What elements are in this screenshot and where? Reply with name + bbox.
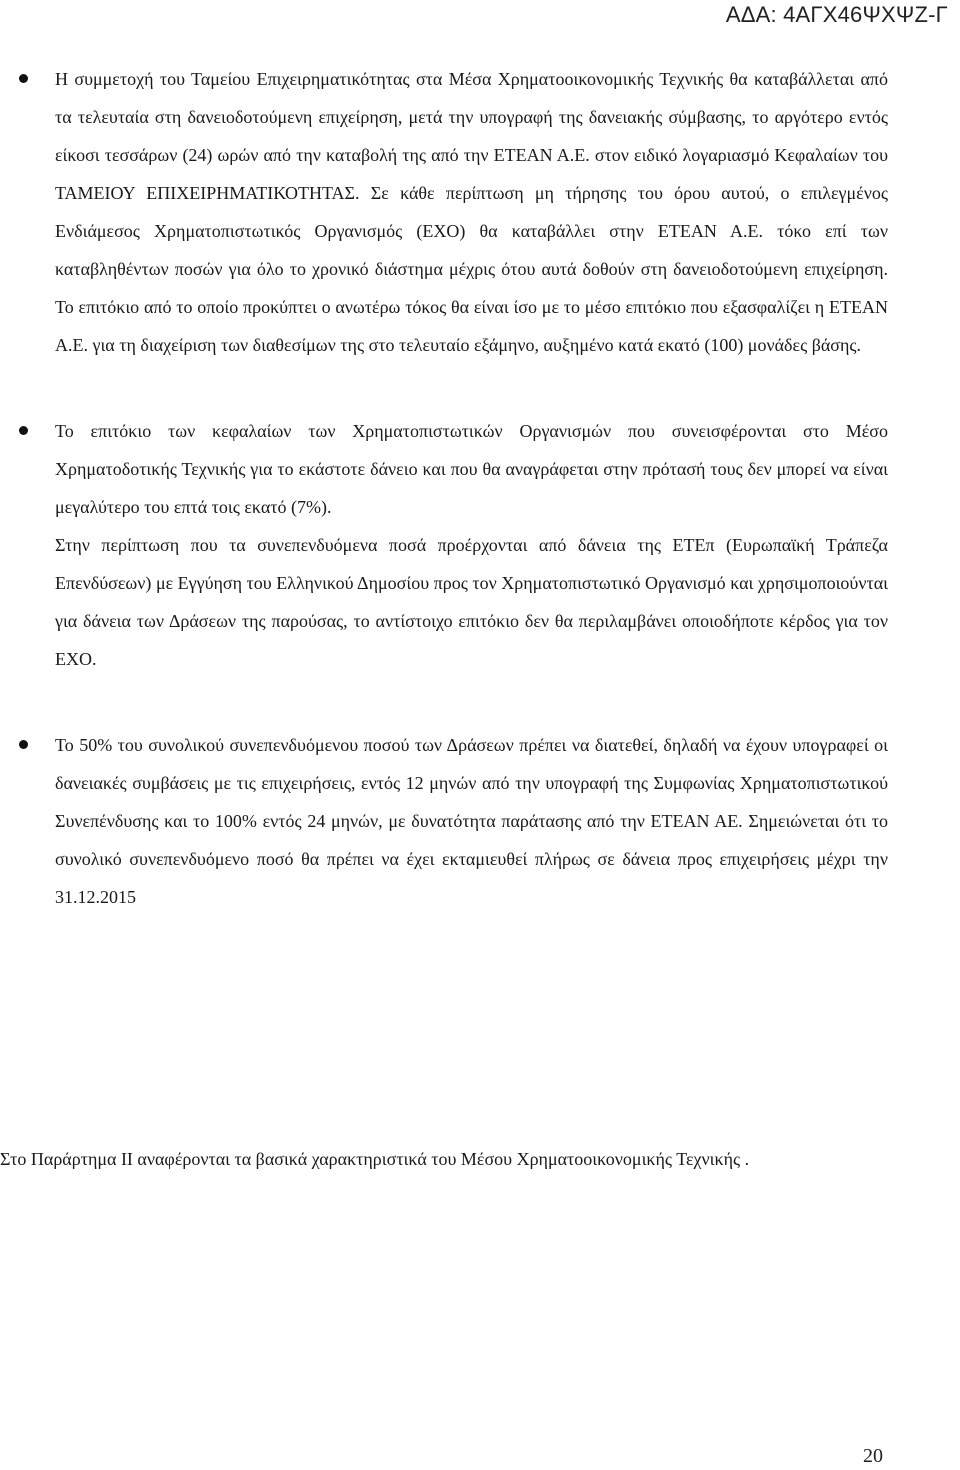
- bullet-item-allocation: [0, 726, 960, 916]
- paragraph: Το επιτόκιο των κεφαλαίων των Χρηματοπιστωτικών Οργανισμών που συνεισφέρονται στο Μέσο Χρηματοδοτικής Τεχνικής για το εκάστοτε δάνειο και που θα αναγράφεται στην πρότασή τους δεν μπορεί να είναι μεγαλύτερο του επτά τοις εκατό (7%).: [55, 421, 888, 517]
- paragraph: Στην περίπτωση που τα συνεπενδυόμενα ποσά προέρχονται από δάνεια της ΕΤΕπ (Ευρωπαϊκή Τράπεζα Επενδύσεων) με Εγγύηση του Ελληνικού Δημοσίου προς τον Χρηματοπιστωτικό Οργανισμό και χρησιμοποιούνται για δάνεια των Δράσεων της παρούσας, το αντίστοιχο επιτόκιο δεν θα περιλαμβάνει οποιοδήποτε κέρδος για τον ΕΧΟ.: [55, 535, 888, 669]
- bullet-dot-icon: [19, 426, 28, 435]
- page-number: 20: [863, 1445, 883, 1467]
- ada-code-header: ΑΔΑ: 4ΑΓΧ46ΨΧΨΖ-Γ: [725, 2, 948, 27]
- paragraph: Το 50% του συνολικού συνεπενδυόμενου ποσού των Δράσεων πρέπει να διατεθεί, δηλαδή να έχουν υπογραφεί οι δανειακές συμβάσεις με τις επιχειρήσεις, εντός 12 μηνών από την υπογραφή της Συμφωνίας Χρηματοπιστωτικού Συνεπένδυσης και το 100% εντός 24 μηνών, με δυνατότητα παράτασης από την ΕΤΕΑΝ ΑΕ. Σημειώνεται ότι το συνολικό συνεπενδυόμενο ποσό θα πρέπει να έχει εκταμιευθεί πλήρως σε δάνεια προς επιχειρήσεις μέχρι την 31.12.2015: [55, 735, 888, 907]
- bullet-item-participation: [0, 60, 960, 364]
- bullet-dot-icon: [19, 74, 28, 83]
- bullet-list: [0, 60, 960, 916]
- bullet-dot-icon: [19, 740, 28, 749]
- paragraph: Η συμμετοχή του Ταμείου Επιχειρηματικότητας στα Μέσα Χρηματοοικονομικής Τεχνικής θα καταβάλλεται από τα τελευταία στη δανειοδοτούμενη επιχείρηση, μετά την υπογραφή της δανειακής σύμβασης, το αργότερο εντός είκοσι τεσσάρων (24) ωρών από την καταβολή της από την ΕΤΕΑΝ Α.Ε. στον ειδικό λογαριασμό Κεφαλαίων του ΤΑΜΕΙΟΥ ΕΠΙΧΕΙΡΗΜΑΤΙΚΟΤΗΤΑΣ. Σε κάθε περίπτωση μη τήρησης του όρου αυτού, ο επιλεγμένος Ενδιάμεσος Χρηματοπιστωτικός Οργανισμός (ΕΧΟ) θα καταβάλλει στην ΕΤΕΑΝ Α.Ε. τόκο επί των καταβληθέντων ποσών για όλο το χρονικό διάστημα μέχρις ότου αυτά δοθούν στη δανειοδοτούμενη επιχείρηση. Το επιτόκιο από το οποίο προκύπτει ο ανωτέρω τόκος θα είναι ίσο με το μέσο επιτόκιο που εξασφαλίζει η ΕΤΕΑΝ Α.Ε. για τη διαχείριση των διαθεσίμων της στο τελευταίο εξάμηνο, αυξημένο κατά εκατό (100) μονάδες βάσης.: [55, 69, 888, 355]
- closing-paragraph: Στο Παράρτημα ΙΙ αναφέρονται τα βασικά χαρακτηριστικά του Μέσου Χρηματοοικονομικής Τεχνικής .: [0, 1149, 750, 1169]
- bullet-item-interest-rate: [0, 412, 960, 678]
